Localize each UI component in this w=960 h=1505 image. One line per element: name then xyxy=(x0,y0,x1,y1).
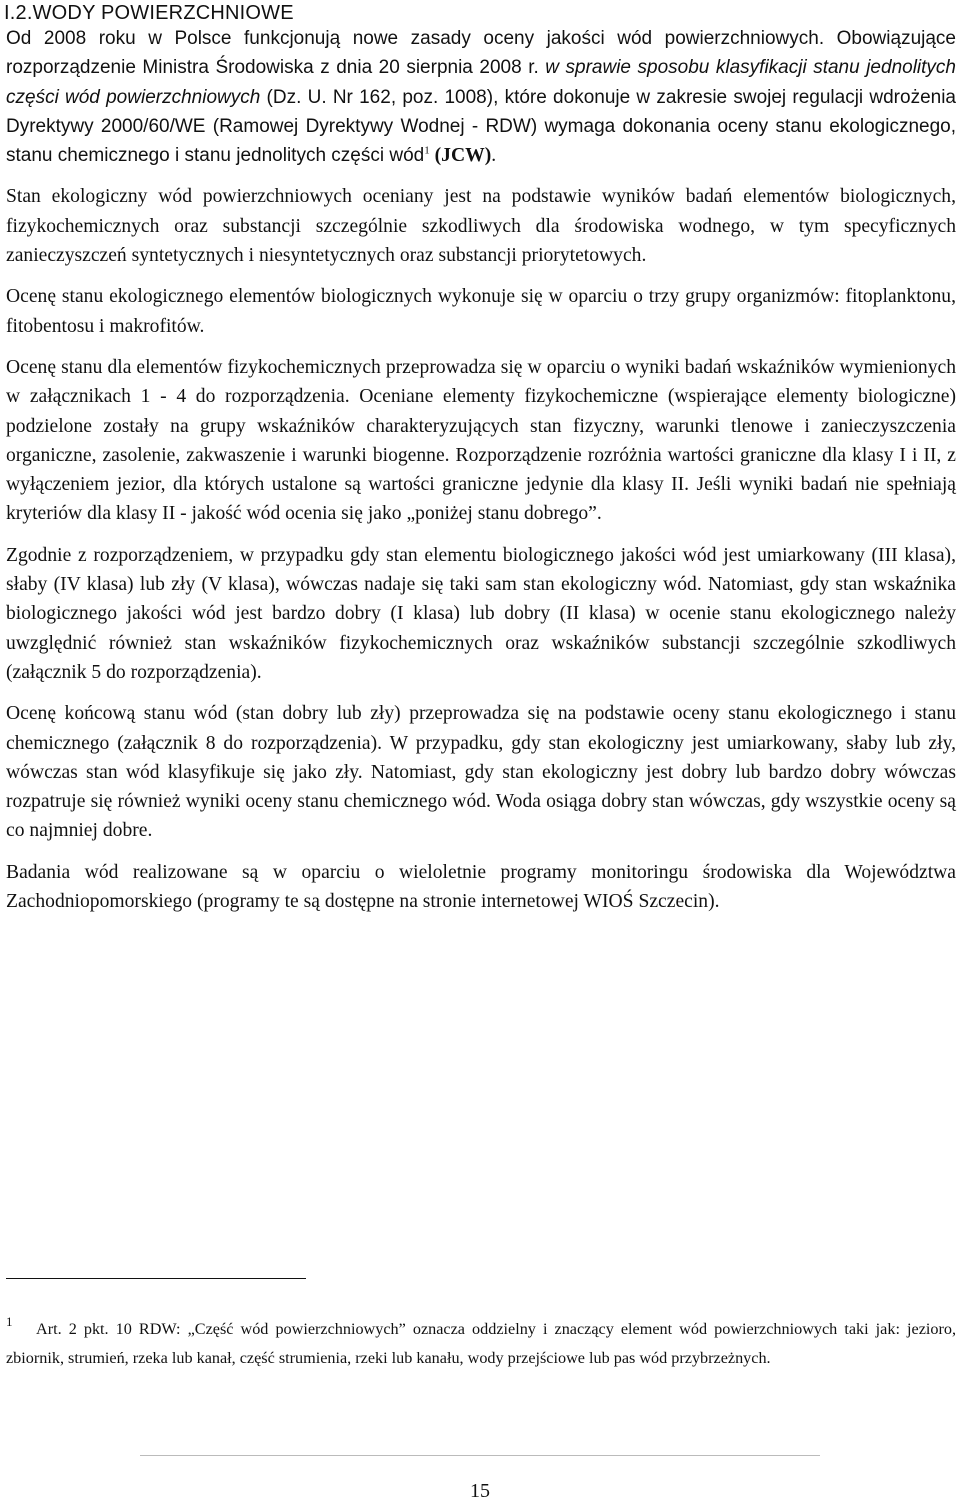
intro-text-c: (Dz. U. Nr 162, poz. 1008), które dokonuje w zakresie swojej regulacji wdrożenia Dyrektywy 2000/60/WE (Ramowej Dyrektywy Wodnej - RDW) wymaga dokonania oceny stanu ekologicznego, stanu chemicznego i stanu jednolitych części wód xyxy=(6,86,956,167)
intro-text-end: . xyxy=(491,145,497,167)
paragraph-biological-elements: Ocenę stanu ekologicznego elementów biologicznych wykonuje się w oparciu o trzy grupy organizmów: fitoplanktonu, fitobentosu i makrofitów. xyxy=(6,286,956,337)
footnote-separator xyxy=(6,1278,306,1279)
paragraph-intro xyxy=(6,24,956,170)
page-number: 15 xyxy=(470,1480,490,1502)
paragraph-physicochemical: Ocenę stanu dla elementów fizykochemicznych przeprowadza się w oparciu o wyniki badań wskaźników wymienionych w załącznikach 1 - 4 do rozporządzenia. Oceniane elementy fizykochemiczne (wspierające elementy biologiczne) podzielone zostały na grupy wskaźników charakteryzujących stan fizyczny, warunki tlenowe i zanieczyszczenia organiczne, zasolenie, zakwaszenie i warunki biogenne. Rozporządzenie rozróżnia wartości graniczne dla klasy I i II, z wyłączeniem jezior, dla których ustalone są wartości graniczne jedynie dla klasy II. Jeśli wyniki badań nie spełniają kryteriów dla klasy II - jakość wód ocenia się jako „poniżej stanu dobrego”. xyxy=(6,356,956,525)
footnote xyxy=(6,1315,956,1373)
paragraph-final-assessment: Ocenę końcową stanu wód (stan dobry lub zły) przeprowadza się na podstawie oceny stanu ekologicznego i stanu chemicznego (załącznik 8 do rozporządzenia). W przypadku, gdy stan ekologiczny jest umiarkowany, słaby lub zły, wówczas stan wód klasyfikuje się jako zły. Natomiast, gdy stan ekologiczny jest dobry lub bardzo dobry wówczas rozpatruje się również wyniki oceny stanu chemicznego wód. Woda osiąga dobry stan wówczas, gdy wszystkie oceny są co najmniej dobre. xyxy=(6,703,956,842)
section-heading: I.2.WODY POWIERZCHNIOWE xyxy=(4,2,294,24)
footnote-text: Art. 2 pkt. 10 RDW: „Część wód powierzchniowych” oznacza oddzielny i znaczący element wód powierzchniowych taki jak: jezioro, zbiornik, strumień, rzeka lub kanał, część strumienia, rzeki lub kanału, wody przejściowe lub pas wód przybrzeżnych. xyxy=(6,1320,956,1367)
paragraph-regulation-classes: Zgodnie z rozporządzeniem, w przypadku gdy stan elementu biologicznego jakości wód jest umiarkowany (III klasa), słaby (IV klasa) lub zły (V klasa), wówczas nadaje się taki sam stan ekologiczny wód. Natomiast, gdy stan wskaźnika biologicznego jakości wód jest bardzo dobry (I klasa) lub dobry (II klasa) w ocenie stanu ekologicznego należy uwzględnić również stan wskaźników fizykochemicznych oraz wskaźników substancji szczególnie szkodliwych (załącznik 5 do rozporządzenia). xyxy=(6,544,956,683)
jcw-abbreviation: (JCW) xyxy=(429,145,492,167)
paragraph-monitoring: Badania wód realizowane są w oparciu o wieloletnie programy monitoringu środowiska dla Województwa Zachodniopomorskiego (programy te są dostępne na stronie internetowej WIOŚ Szczecin). xyxy=(6,861,956,913)
page-footer-rule xyxy=(140,1455,820,1456)
footnote-reference: 1 xyxy=(424,144,430,157)
regulation-title: w sprawie sposobu klasyfikacji stanu jednolitych części wód powierzchniowych xyxy=(6,57,956,108)
intro-text-a: Od 2008 roku w Polsce funkcjonują nowe zasady oceny jakości wód powierzchniowych. Obowiązujące rozporządzenie Ministra Środowiska z dnia 20 sierpnia 2008 r. xyxy=(6,28,956,79)
paragraph-ecological-state: Stan ekologiczny wód powierzchniowych oceniany jest na podstawie wyników badań elementów biologicznych, fizykochemicznych oraz substancji szczególnie szkodliwych dla środowiska wodnego, w tym specyficznych zanieczyszczeń syntetycznych i niesyntetycznych oraz substancji priorytetowych. xyxy=(6,186,956,267)
footnote-mark: 1 xyxy=(6,1314,13,1329)
document-body xyxy=(6,24,956,928)
